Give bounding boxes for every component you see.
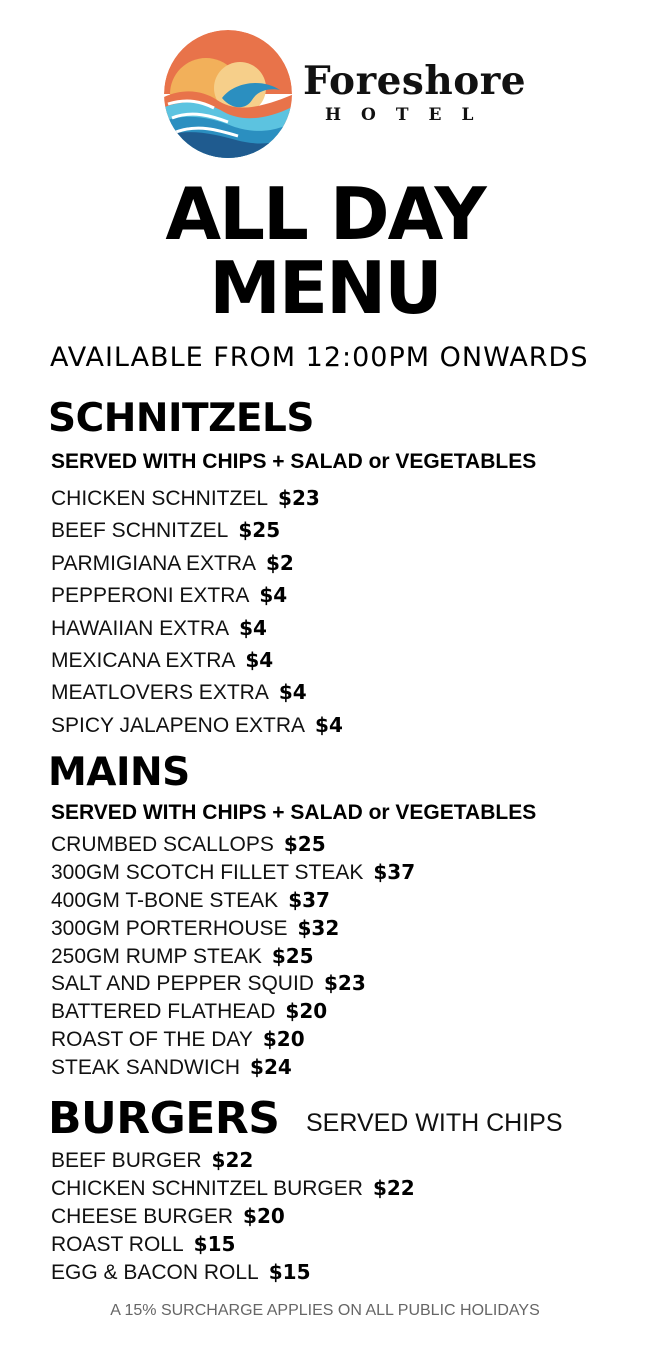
item-name: BEEF BURGER [51, 1149, 202, 1172]
item-price: $37 [288, 887, 330, 912]
list-item [51, 676, 343, 708]
menu-title-line2: MENU [209, 246, 441, 330]
item-name: 400GM T-BONE STEAK [51, 888, 279, 912]
item-name: ROAST OF THE DAY [51, 1028, 253, 1052]
list-item [51, 887, 415, 915]
item-price: $2 [266, 550, 294, 575]
item-price: $4 [278, 680, 307, 705]
list-item [51, 915, 415, 943]
item-price: $23 [323, 971, 366, 996]
item-price: $37 [373, 859, 416, 884]
mains-list [51, 831, 415, 1082]
burgers-list [51, 1147, 415, 1286]
item-price: $25 [283, 832, 326, 856]
item-name: PEPPERONI EXTRA [51, 584, 250, 608]
list-item [51, 612, 343, 644]
hotel-logo [162, 28, 527, 162]
list-item [51, 1147, 415, 1175]
item-name: EGG & BACON ROLL [51, 1260, 259, 1284]
item-name: 300GM PORTERHOUSE [51, 916, 288, 940]
list-item [51, 1259, 415, 1287]
item-price: $23 [278, 486, 320, 510]
item-name: CHEESE BURGER [51, 1204, 234, 1228]
item-name: BATTERED FLATHEAD [51, 1000, 276, 1024]
list-item [51, 547, 343, 579]
list-item [51, 970, 415, 998]
list-item [51, 1231, 415, 1259]
item-price: $20 [285, 999, 328, 1024]
item-name: SPICY JALAPENO EXTRA [51, 713, 306, 737]
list-item [51, 1026, 415, 1054]
list-item [51, 514, 343, 546]
schnitzels-list [51, 482, 343, 741]
item-price: $4 [239, 615, 267, 640]
item-price: $4 [315, 712, 343, 737]
item-name: HAWAIIAN EXTRA [51, 616, 230, 640]
item-name: SALT AND PEPPER SQUID [51, 972, 314, 996]
list-item [51, 482, 343, 514]
availability-text: AVAILABLE FROM 12:00PM ONWARDS [50, 342, 589, 373]
item-name: MEATLOVERS EXTRA [51, 681, 269, 705]
item-name: 250GM RUMP STEAK [51, 944, 262, 968]
brand-name: Foreshore [303, 58, 527, 104]
list-item [51, 859, 415, 887]
menu-title-line1: ALL DAY [165, 172, 485, 256]
list-item [51, 1203, 415, 1231]
sun-wave-icon [162, 28, 294, 160]
item-price: $4 [245, 647, 274, 672]
section-note-mains: SERVED WITH CHIPS + SALAD or VEGETABLES [51, 801, 537, 824]
brand-subtitle: HOTEL [325, 105, 494, 125]
item-name: MEXICANA EXTRA [51, 648, 236, 672]
list-item [51, 1054, 415, 1082]
item-name: CHICKEN SCHNITZEL BURGER [51, 1176, 363, 1200]
section-note-burgers: SERVED WITH CHIPS [306, 1109, 563, 1137]
list-item [51, 709, 343, 741]
item-name: BEEF SCHNITZEL [51, 519, 229, 543]
list-item [51, 943, 415, 971]
item-price: $15 [268, 1259, 311, 1284]
section-heading-mains: MAINS [48, 750, 190, 795]
surcharge-footer: A 15% SURCHARGE APPLIES ON ALL PUBLIC HOLIDAYS [110, 1302, 540, 1319]
list-item [51, 998, 415, 1026]
item-price: $22 [372, 1175, 415, 1200]
section-note-schnitzels: SERVED WITH CHIPS + SALAD or VEGETABLES [51, 450, 537, 473]
list-item [51, 579, 343, 611]
item-price: $24 [250, 1055, 292, 1080]
item-name: CRUMBED SCALLOPS [51, 833, 274, 856]
item-name: PARMIGIANA EXTRA [51, 551, 256, 575]
section-heading-burgers: BURGERS [48, 1093, 280, 1144]
item-price: $20 [262, 1027, 305, 1052]
section-heading-schnitzels: SCHNITZELS [48, 396, 314, 441]
item-price: $25 [238, 518, 281, 543]
list-item [51, 1175, 415, 1203]
item-price: $32 [297, 915, 340, 940]
item-name: 300GM SCOTCH FILLET STEAK [51, 860, 364, 884]
item-price: $20 [243, 1203, 285, 1228]
item-price: $25 [271, 943, 314, 968]
item-price: $22 [211, 1148, 254, 1172]
list-item [51, 831, 415, 859]
item-price: $15 [193, 1231, 236, 1256]
item-name: CHICKEN SCHNITZEL [51, 487, 269, 510]
item-price: $4 [259, 583, 288, 608]
list-item [51, 644, 343, 676]
item-name: ROAST ROLL [51, 1232, 184, 1256]
item-name: STEAK SANDWICH [51, 1056, 241, 1080]
